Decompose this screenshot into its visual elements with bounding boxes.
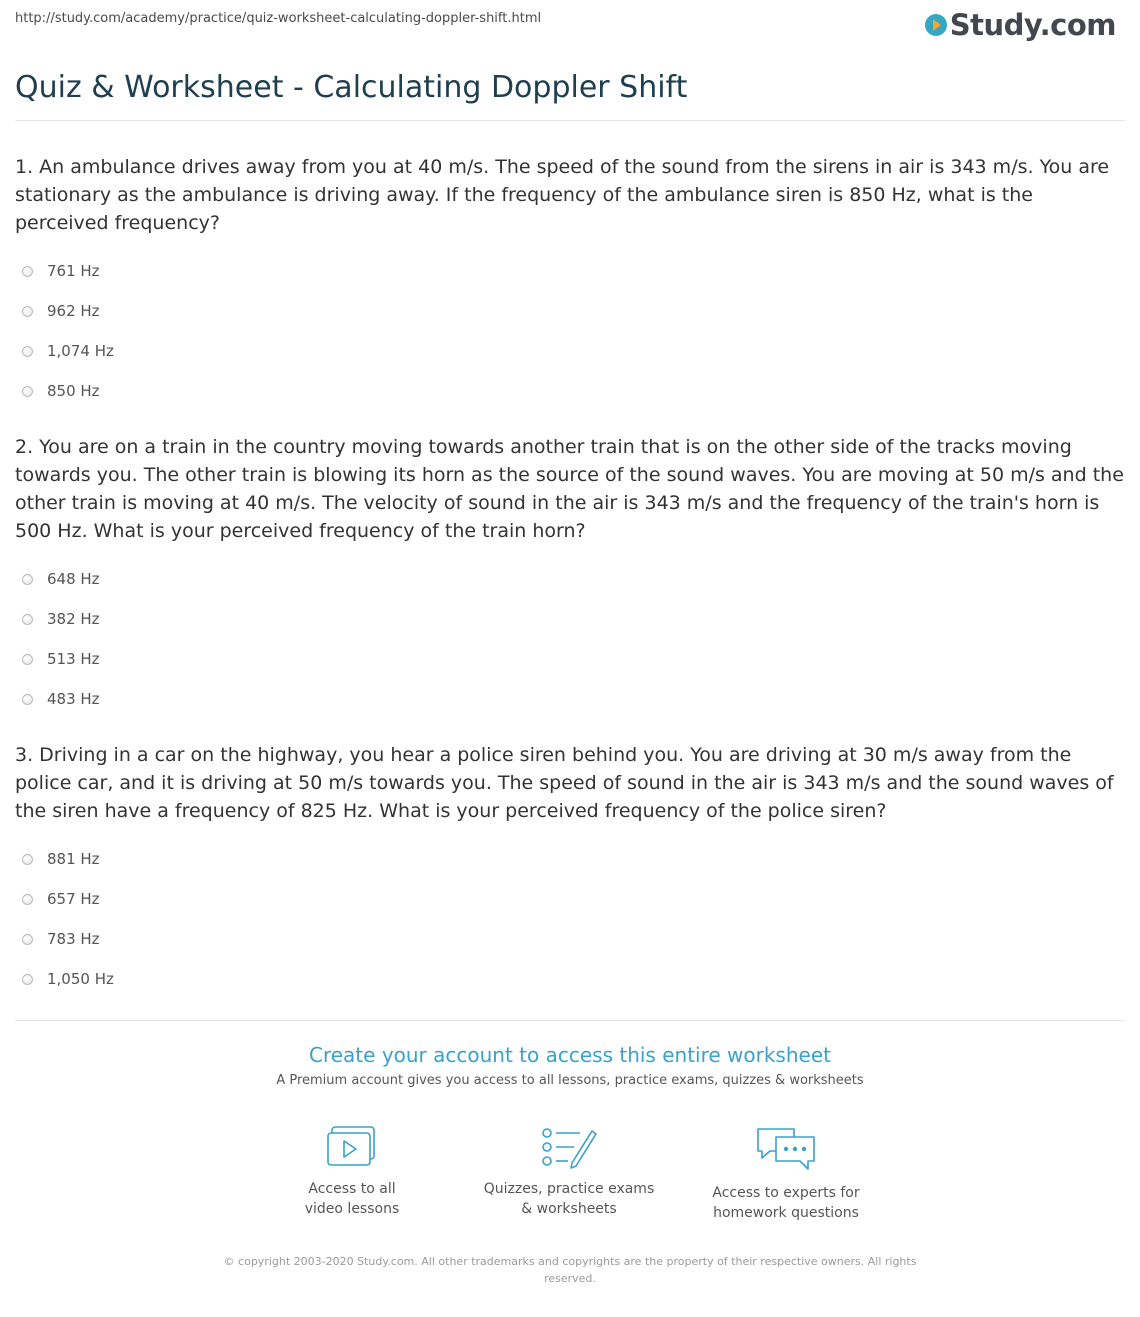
radio-button[interactable]: [22, 974, 33, 985]
option-label: 881 Hz: [47, 850, 100, 868]
option-label: 1,050 Hz: [47, 970, 114, 988]
signup-cta: [0, 1043, 1140, 1088]
answer-option[interactable]: [15, 879, 1125, 919]
title-divider: [15, 120, 1125, 121]
page-url: http://study.com/academy/practice/quiz-worksheet-calculating-doppler-shift.html: [15, 11, 542, 26]
question-1: [15, 153, 1125, 411]
chat-bubbles-icon: [754, 1125, 818, 1173]
question-text: 1. An ambulance drives away from you at 40 m/s. The speed of the sound from the sirens in air is 343 m/s. You are stationary as the ambulance is driving away. If the frequency of the ambulance siren is 850 Hz, what is the perceived frequency?: [15, 156, 1110, 234]
feature-line: homework questions: [713, 1205, 859, 1221]
quiz-checklist-icon: [540, 1125, 598, 1169]
radio-button[interactable]: [22, 266, 33, 277]
question-text: 3. Driving in a car on the highway, you hear a police siren behind you. You are driving at 30 m/s away from the police car, and it is driving at 50 m/s towards you. The speed of sound in the air is 343 m/s and the sound waves of the siren have a frequency of 825 Hz. What is your perceived frequency of the police siren?: [15, 744, 1114, 822]
cta-subtitle: A Premium account gives you access to all lessons, practice exams, quizzes & worksheets: [276, 1073, 864, 1088]
logo-text: Study.com: [949, 8, 1116, 42]
feature-video-lessons: [252, 1125, 452, 1219]
top-bar: [15, 10, 1116, 46]
feature-line: & worksheets: [521, 1201, 617, 1217]
answer-option[interactable]: [15, 559, 1125, 599]
question-2: [15, 433, 1125, 719]
answer-option[interactable]: [15, 639, 1125, 679]
feature-line: video lessons: [304, 1201, 400, 1217]
answer-options: [15, 839, 1125, 999]
feature-line: Quizzes, practice exams: [483, 1181, 655, 1197]
radio-button[interactable]: [22, 386, 33, 397]
answer-option[interactable]: [15, 919, 1125, 959]
answer-option[interactable]: [15, 599, 1125, 639]
radio-button[interactable]: [22, 346, 33, 357]
radio-button[interactable]: [22, 614, 33, 625]
feature-line: Access to all: [308, 1181, 396, 1197]
question-3: [15, 741, 1125, 999]
option-label: 1,074 Hz: [47, 342, 114, 360]
copyright-notice: © copyright 2003-2020 Study.com. All other trademarks and copyrights are the property of their respective owners. All rights reserved.: [223, 1255, 917, 1285]
section-divider: [15, 1020, 1125, 1021]
option-label: 483 Hz: [47, 690, 100, 708]
answer-option[interactable]: [15, 291, 1125, 331]
option-label: 962 Hz: [47, 302, 100, 320]
radio-button[interactable]: [22, 694, 33, 705]
option-label: 783 Hz: [47, 930, 100, 948]
option-label: 850 Hz: [47, 382, 100, 400]
answer-option[interactable]: [15, 959, 1125, 999]
option-label: 513 Hz: [47, 650, 100, 668]
answer-option[interactable]: [15, 371, 1125, 411]
option-label: 761 Hz: [47, 262, 100, 280]
page-title: Quiz & Worksheet - Calculating Doppler Shift: [15, 70, 688, 105]
feature-quizzes: [469, 1125, 669, 1219]
answer-option[interactable]: [15, 251, 1125, 291]
answer-options: [15, 559, 1125, 719]
play-logo-icon: [925, 14, 947, 36]
radio-button[interactable]: [22, 894, 33, 905]
option-label: 382 Hz: [47, 610, 100, 628]
radio-button[interactable]: [22, 934, 33, 945]
answer-options: [15, 251, 1125, 411]
radio-button[interactable]: [22, 306, 33, 317]
study-logo[interactable]: [925, 10, 1116, 40]
answer-option[interactable]: [15, 679, 1125, 719]
video-lesson-icon: [326, 1125, 378, 1169]
option-label: 648 Hz: [47, 570, 100, 588]
radio-button[interactable]: [22, 654, 33, 665]
radio-button[interactable]: [22, 574, 33, 585]
radio-button[interactable]: [22, 854, 33, 865]
cta-title-link[interactable]: Create your account to access this entire worksheet: [309, 1043, 831, 1067]
question-text: 2. You are on a train in the country moving towards another train that is on the other side of the tracks moving towards you. The other train is blowing its horn as the source of the sound waves. You are moving at 50 m/s and the other train is moving at 40 m/s. The velocity of sound in the air is 343 m/s and the frequency of the train's horn is 500 Hz. What is your perceived frequency of the train horn?: [15, 436, 1124, 542]
option-label: 657 Hz: [47, 890, 100, 908]
answer-option[interactable]: [15, 331, 1125, 371]
feature-experts: [686, 1125, 886, 1223]
feature-line: Access to experts for: [712, 1185, 860, 1201]
answer-option[interactable]: [15, 839, 1125, 879]
